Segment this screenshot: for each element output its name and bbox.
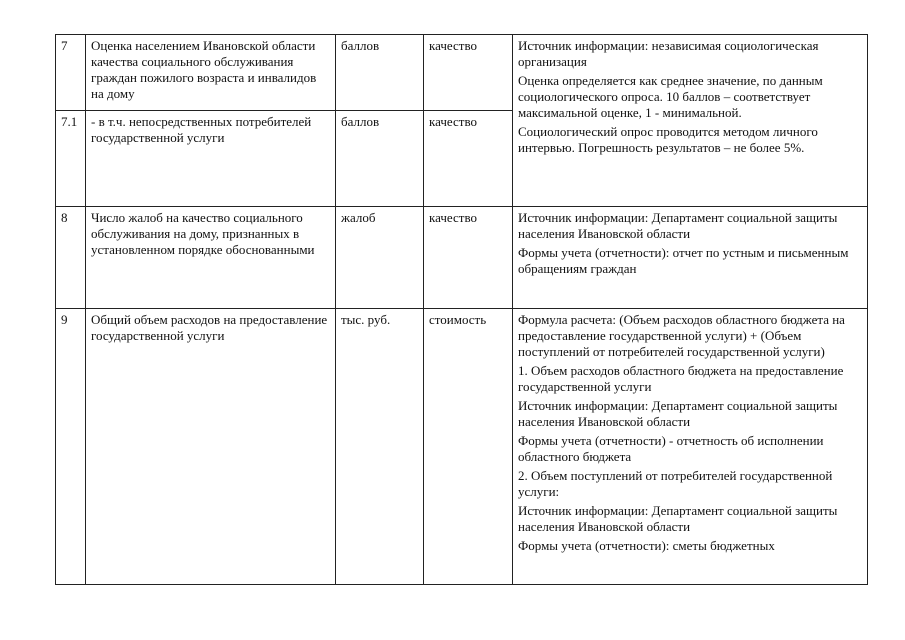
- notes-cell-7: [513, 35, 868, 207]
- unit-cell: баллов: [336, 111, 424, 207]
- table-row-8: [56, 207, 868, 309]
- type-cell: качество: [424, 111, 513, 207]
- unit-cell: баллов: [336, 35, 424, 111]
- unit-cell: жалоб: [336, 207, 424, 309]
- note-paragraph: Источник информации: Департамент социальной защиты населения Ивановской области: [518, 210, 838, 241]
- unit-cell: тыс. руб.: [336, 309, 424, 585]
- indicator-name: Общий объем расходов на предоставление государственной услуги: [86, 309, 336, 585]
- note-paragraph: Формы учета (отчетности): отчет по устным и письменным обращениям граждан: [518, 245, 849, 276]
- note-paragraph: Источник информации: Департамент социальной защиты населения Ивановской области: [518, 398, 838, 429]
- note-paragraph: Формы учета (отчетности) - отчетность об исполнении областного бюджета: [518, 433, 824, 464]
- notes-cell-9: [513, 309, 868, 585]
- row-number: 7.1: [56, 111, 86, 207]
- row-number: 9: [56, 309, 86, 585]
- indicator-name: Число жалоб на качество социального обслуживания на дому, признанных в установленном порядке обоснованными: [86, 207, 336, 309]
- indicator-name: Оценка населением Ивановской области качества социального обслуживания граждан пожилого возраста и инвалидов на дому: [86, 35, 336, 111]
- type-cell: качество: [424, 35, 513, 111]
- note-paragraph: Социологический опрос проводится методом личного интервью. Погрешность результатов – не более 5%.: [518, 124, 818, 155]
- notes-cell-8: [513, 207, 868, 309]
- table-row-9: [56, 309, 868, 585]
- note-paragraph: Оценка определяется как среднее значение, по данным социологического опроса. 10 баллов – соответствует максимальной оценке, 1 - минимальной.: [518, 73, 823, 120]
- type-cell: стоимость: [424, 309, 513, 585]
- note-paragraph: Источник информации: Департамент социальной защиты населения Ивановской области: [518, 503, 838, 534]
- note-paragraph: 2. Объем поступлений от потребителей государственной услуги:: [518, 468, 833, 499]
- note-paragraph: Формы учета (отчетности): сметы бюджетных: [518, 538, 775, 553]
- indicator-name: - в т.ч. непосредственных потребителей государственной услуги: [86, 111, 336, 207]
- note-paragraph: 1. Объем расходов областного бюджета на предоставление государственной услуги: [518, 363, 844, 394]
- row-number: 8: [56, 207, 86, 309]
- row-number: 7: [56, 35, 86, 111]
- type-cell: качество: [424, 207, 513, 309]
- table-row-7: [56, 35, 868, 111]
- note-paragraph: Источник информации: независимая социологическая организация: [518, 38, 819, 69]
- indicators-table: [55, 34, 868, 585]
- note-paragraph: Формула расчета: (Объем расходов областного бюджета на предоставление государственной услуги) + (Объем поступлений от потребителей государственной услуги): [518, 312, 845, 359]
